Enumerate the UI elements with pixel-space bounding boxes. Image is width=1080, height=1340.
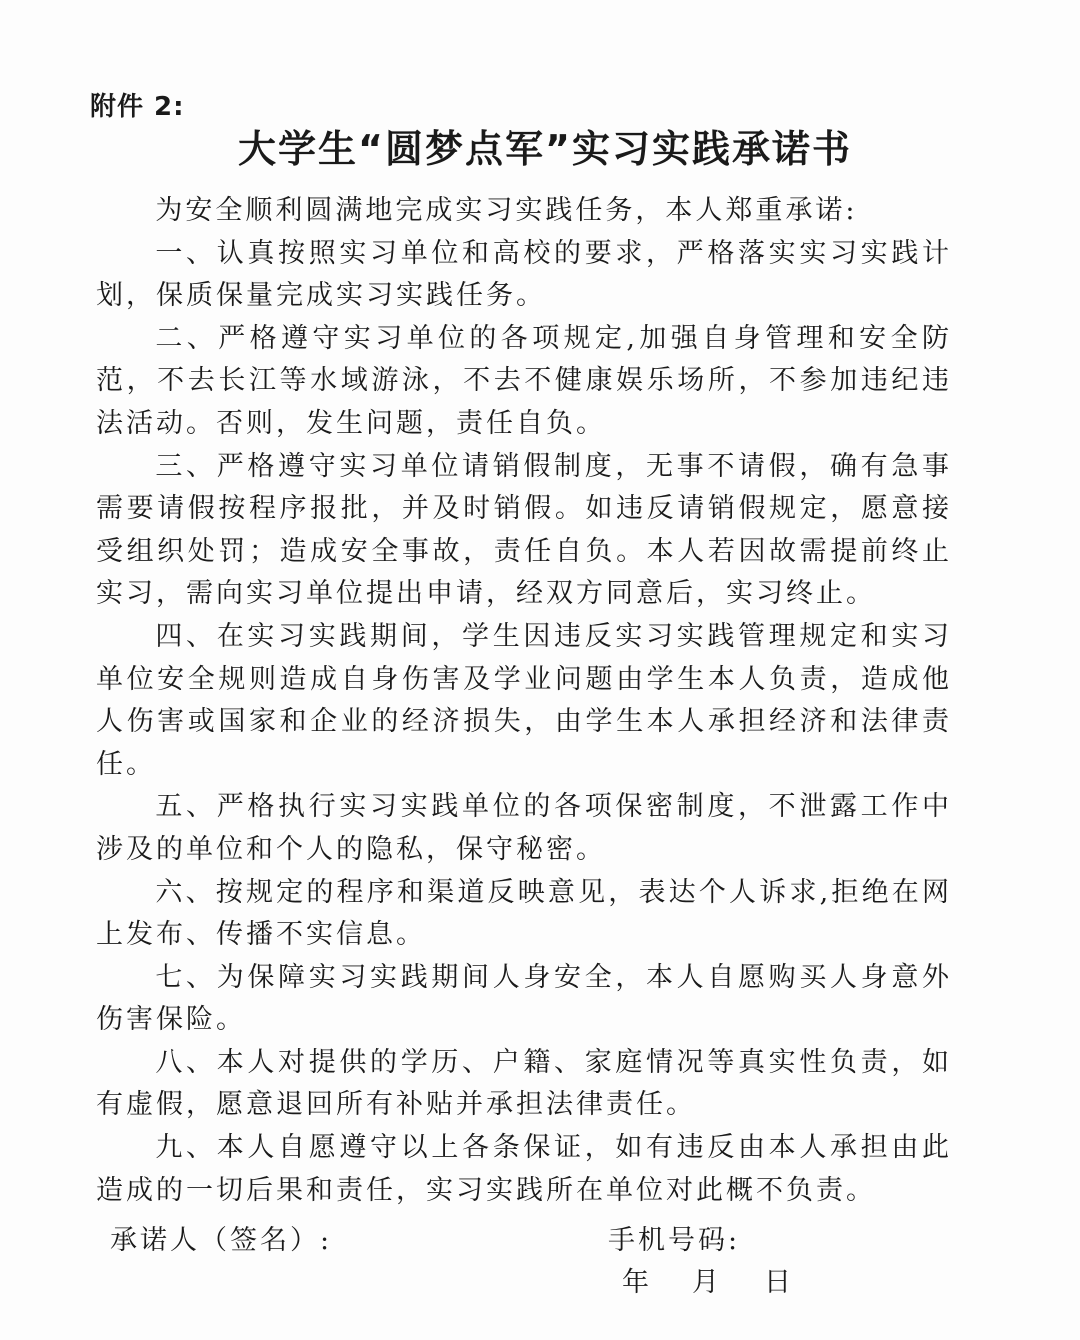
clause-2: 二、严格遵守实习单位的各项规定,加强自身管理和安全防范，不去长江等水域游泳，不去不健康娱乐场所，不参加违纪违法活动。否则，发生问题，责任自负。: [96, 322, 952, 439]
clause-4: 四、在实习实践期间，学生因违反实习实践管理规定和实习单位安全规则造成自身伤害及学业问题由学生本人负责，造成他人伤害或国家和企业的经济损失，由学生本人承担经济和法律责任。: [96, 620, 952, 780]
date-month: 月: [692, 1267, 719, 1298]
signature-label: 承诺人（签名）:: [110, 1225, 333, 1256]
date-day: 日: [764, 1267, 791, 1298]
document-title: 大学生“圆梦点军”实习实践承诺书: [238, 127, 852, 171]
clause-6: 六、按规定的程序和渠道反映意见，表达个人诉求,拒绝在网上发布、传播不实信息。: [96, 876, 952, 951]
clause-7: 七、为保障实习实践期间人身安全，本人自愿购买人身意外伤害保险。: [96, 961, 952, 1036]
attachment-label: 附件 2:: [90, 92, 185, 122]
clause-1: 一、认真按照实习单位和高校的要求，严格落实实习实践计划，保质保量完成实习实践任务。: [96, 237, 952, 312]
phone-label: 手机号码:: [608, 1225, 741, 1256]
intro-paragraph: 为安全顺利圆满地完成实习实践任务，本人郑重承诺:: [155, 195, 858, 226]
date-year: 年: [622, 1267, 649, 1298]
clause-9: 九、本人自愿遵守以上各条保证，如有违反由本人承担由此造成的一切后果和责任，实习实践所在单位对此概不负责。: [96, 1132, 952, 1206]
clause-5: 五、严格执行实习实践单位的各项保密制度，不泄露工作中涉及的单位和个人的隐私，保守秘密。: [96, 791, 952, 865]
clause-3: 三、严格遵守实习单位请销假制度，无事不请假，确有急事需要请假按程序报批，并及时销假。如违反请销假规定，愿意接受组织处罚；造成安全事故，责任自负。本人若因故需提前终止实习，需向实习单位提出申请，经双方同意后，实习终止。: [96, 450, 952, 610]
clause-8: 八、本人对提供的学历、户籍、家庭情况等真实性负责，如有虚假，愿意退回所有补贴并承担法律责任。: [96, 1046, 952, 1121]
pledge-body: [96, 190, 952, 1212]
